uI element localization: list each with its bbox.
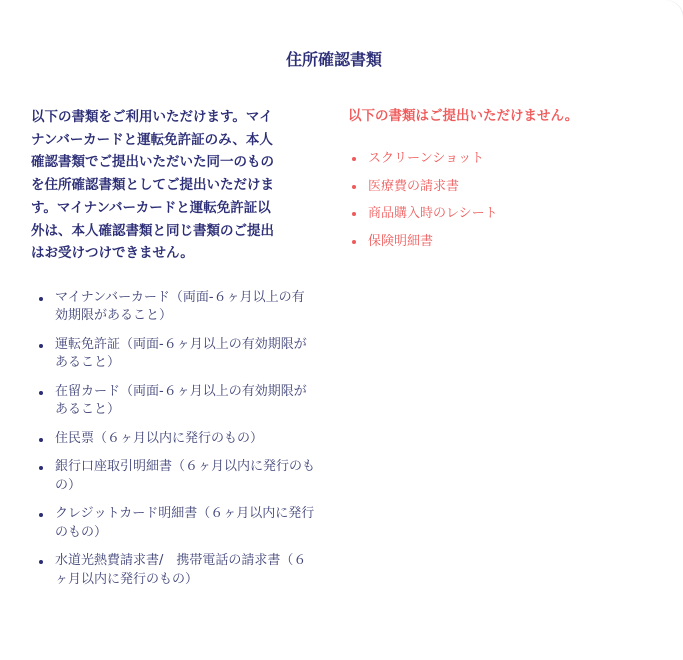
list-item bbox=[31, 430, 331, 449]
bullet-icon bbox=[39, 438, 43, 442]
list-item bbox=[348, 233, 648, 251]
list-item bbox=[348, 150, 648, 168]
list-item bbox=[31, 458, 331, 495]
bullet-icon bbox=[352, 185, 356, 189]
list-item-label: 銀行口座取引明細書（６ヶ月以内に発行のも の） bbox=[55, 459, 316, 493]
accepted-intro-text: 以下の書類をご利用いただけます。マイ ナンバーカードと運転免許証のみ、本人 確認書類でご提出いただいた同一のもの を住所確認書類としてご提出いただけま す。マイナンバーカードと運転免許証以 外は、本人確認書類と同じ書類のご提出 はお受けつけできません。 bbox=[31, 109, 274, 262]
list-item bbox=[31, 552, 331, 589]
bullet-icon bbox=[39, 344, 43, 348]
list-item-label: 運転免許証（両面-６ヶ月以上の有効期限が あること） bbox=[55, 336, 307, 371]
list-item bbox=[31, 336, 331, 373]
bullet-icon bbox=[39, 391, 43, 395]
list-item-label: 保険明細書 bbox=[368, 233, 434, 249]
bullet-icon bbox=[39, 560, 43, 564]
list-item bbox=[31, 505, 331, 542]
dialog-title: 住所確認書類 bbox=[285, 50, 382, 69]
list-item bbox=[31, 289, 331, 326]
list-item-label: スクリーンショット bbox=[368, 151, 485, 166]
rejected-documents-column bbox=[348, 106, 648, 260]
bullet-icon bbox=[352, 240, 356, 244]
list-item-label: 医療費の請求書 bbox=[368, 178, 460, 194]
rejected-heading: 以下の書類はご提出いただけません。 bbox=[348, 108, 579, 124]
list-item-label: クレジットカード明細書（６ヶ月以内に発行 のもの） bbox=[55, 506, 315, 540]
accepted-documents-list bbox=[31, 289, 331, 590]
accepted-documents-column bbox=[31, 106, 331, 599]
bullet-icon bbox=[352, 212, 356, 216]
list-item-label: 住民票（６ヶ月以内に発行のもの） bbox=[55, 430, 264, 446]
list-item-label: マイナンバーカード（両面-６ヶ月以上の有 効期限があること） bbox=[55, 289, 305, 324]
list-item-label: 在留カード（両面-６ヶ月以上の有効期限が あること） bbox=[55, 383, 307, 418]
bullet-icon bbox=[39, 466, 43, 470]
list-item bbox=[31, 383, 331, 420]
bullet-icon bbox=[39, 513, 43, 517]
list-item bbox=[348, 205, 648, 223]
bullet-icon bbox=[39, 297, 43, 301]
list-item bbox=[348, 178, 648, 196]
list-item-label: 商品購入時のレシート bbox=[368, 206, 498, 221]
bullet-icon bbox=[352, 157, 356, 161]
rejected-documents-list bbox=[348, 150, 648, 251]
list-item-label: 水道光熱費請求書/ 携帯電話の請求書（６ ヶ月以内に発行のもの） bbox=[55, 553, 307, 587]
